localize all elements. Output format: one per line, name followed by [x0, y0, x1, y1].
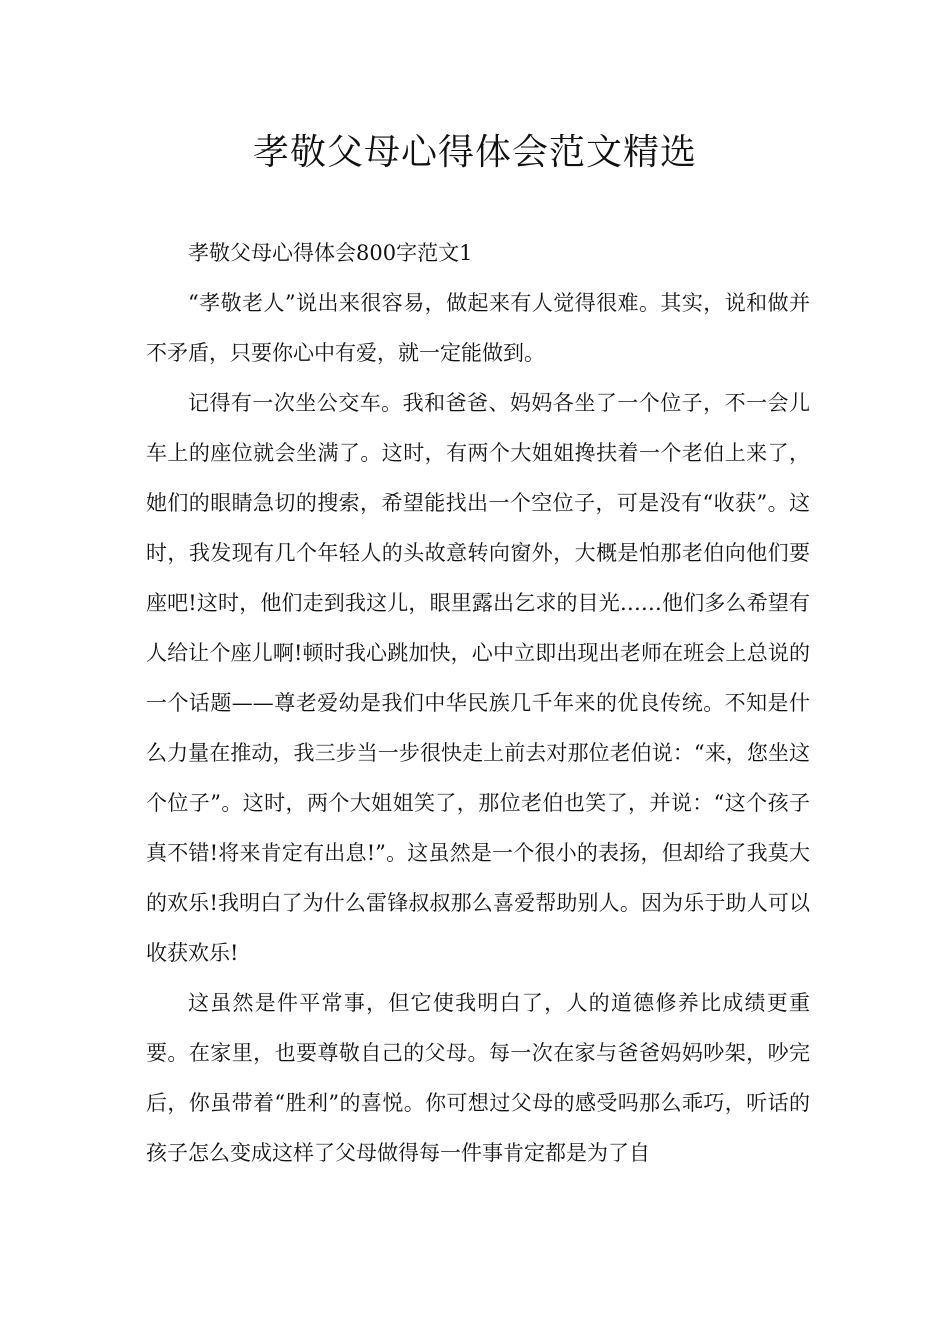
document-body: [146, 228, 810, 1178]
section-heading: 孝敬父母心得体会800字范文1: [188, 241, 473, 265]
paragraph: 这虽然是件平常事，但它使我明白了，人的道德修养比成绩更重要。在家里，也要尊敬自己的父母。每一次在家与爸爸妈妈吵架，吵完后，你虽带着“胜利”的喜悦。你可想过父母的感受吗那么乖巧，听话的孩子怎么变成这样了父母做得每一件事肯定都是为了自: [146, 991, 810, 1165]
document-title: 孝敬父母心得体会范文精选: [252, 132, 697, 173]
paragraph: “孝敬老人”说出来很容易，做起来有人觉得很难。其实，说和做并不矛盾，只要你心中有爱，就一定能做到。: [146, 291, 810, 365]
paragraph: 记得有一次坐公交车。我和爸爸、妈妈各坐了一个位子，不一会儿车上的座位就会坐满了。这时，有两个大姐姐搀扶着一个老伯上来了，她们的眼睛急切的搜索，希望能找出一个空位子，可是没有“收获”。这时，我发现有几个年轻人的头故意转向窗外，大概是怕那老伯向他们要座吧!这时，他们走到我这儿，眼里露出乞求的目光……他们多么希望有人给让个座儿啊!顿时我心跳加快，心中立即出现出老师在班会上总说的一个话题——尊老爱幼是我们中华民族几千年来的优良传统。不知是什么力量在推动，我三步当一步很快走上前去对那位老伯说：“来，您坐这个位子”。这时，两个大姐姐笑了，那位老伯也笑了，并说：“这个孩子真不错!将来肯定有出息!”。这虽然是一个很小的表扬，但却给了我莫大的欢乐!我明白了为什么雷锋叔叔那么喜爱帮助别人。因为乐于助人可以收获欢乐!: [146, 391, 810, 965]
